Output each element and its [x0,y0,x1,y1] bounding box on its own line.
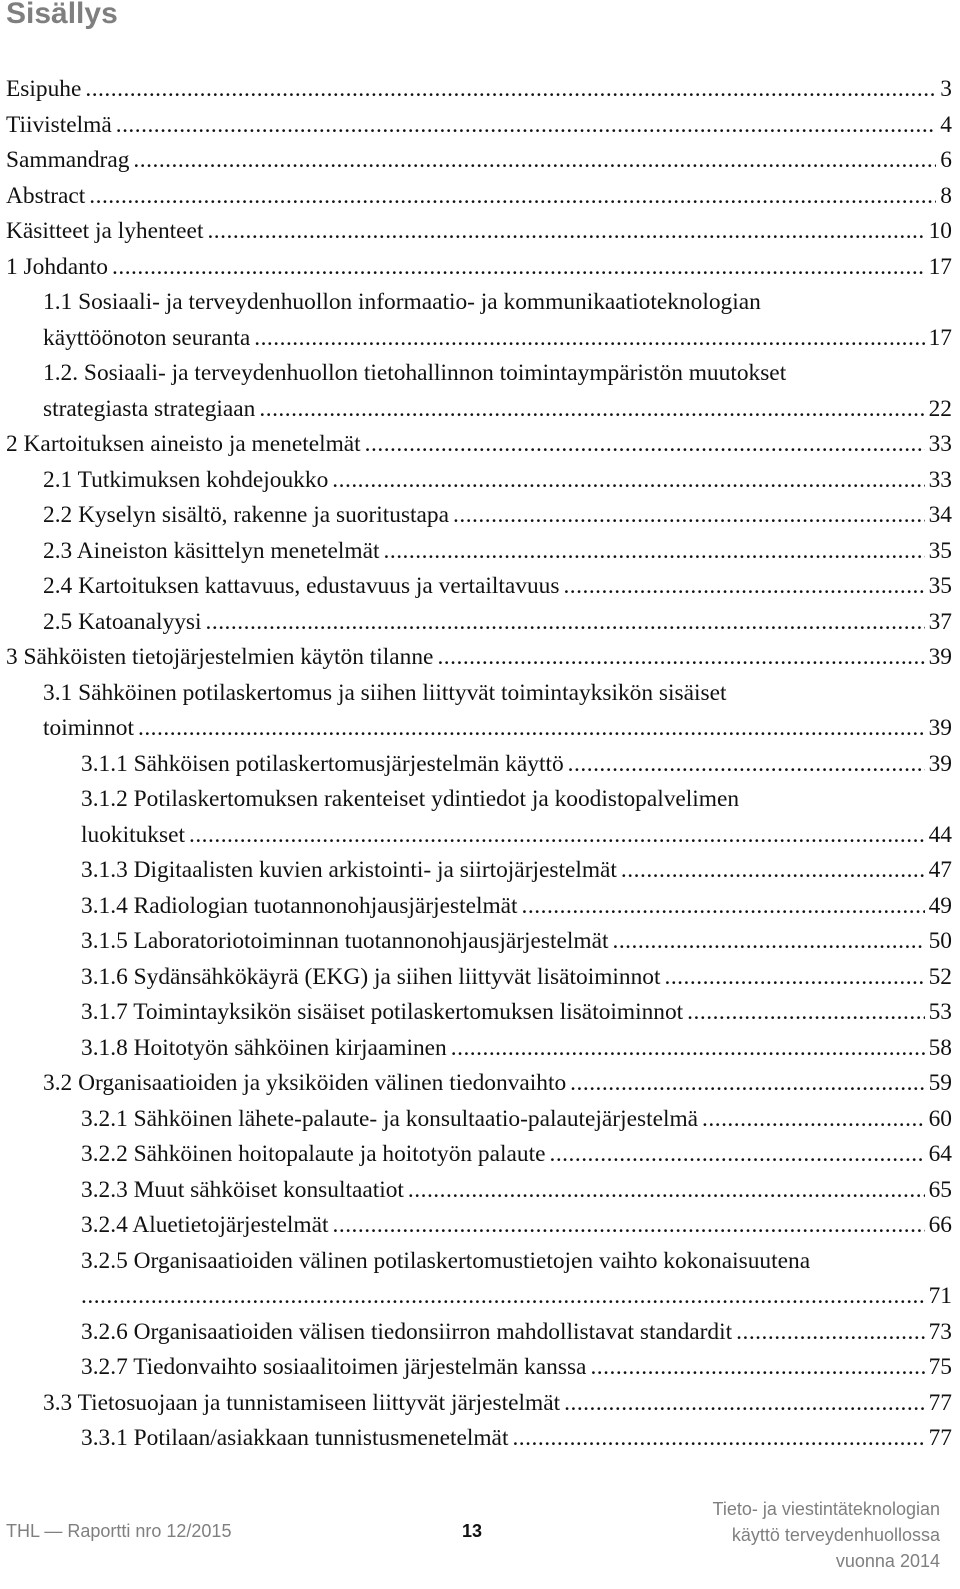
toc-page-number: 22 [928,395,952,422]
toc-page-number: 35 [928,573,952,599]
toc-page-number: 77 [928,1425,952,1451]
toc-entry[interactable] [0,782,952,853]
page-footer [0,1490,960,1589]
dot-leader [687,995,924,1031]
dot-leader [437,640,924,676]
toc-entry-title: 3.2.7 Tiedonvaihto sosiaalitoimen järjestelmän kanssa [81,1354,587,1380]
toc-page-number: 50 [928,928,952,954]
toc-entry[interactable] [0,889,952,925]
toc-entry-title: 2.2 Kyselyn sisältö, rakenne ja suoritustapa [43,502,450,528]
toc-entry[interactable] [0,356,952,427]
toc-page-number: 73 [928,1318,952,1345]
dot-leader [612,924,924,960]
footer-title-line: käyttö terveydenhuollossa [731,1525,940,1545]
toc-page-number: 35 [928,537,952,564]
toc-entry-title: 3 Sähköisten tietojärjestelmien käytön tilanne [6,644,434,670]
toc-entry[interactable] [0,72,952,108]
dot-leader [570,1066,924,1102]
toc-page-number: 44 [928,821,952,848]
toc-entry[interactable] [0,1350,952,1386]
toc-entry-title: 3.1.8 Hoitotyön sähköinen kirjaaminen [81,1034,447,1061]
toc-entry[interactable] [0,285,952,356]
dot-leader [568,747,925,783]
footer-title-line: Tieto- ja viestintäteknologian [712,1499,940,1519]
dot-leader [590,1350,924,1386]
toc-entry[interactable] [0,214,952,250]
dot-leader [116,108,937,144]
dot-leader [736,1315,924,1351]
dot-leader [333,1208,925,1244]
toc-entry[interactable] [0,534,952,570]
toc-page-number: 77 [928,1389,952,1416]
toc-page-number: 17 [928,324,952,351]
footer-report-label: THL — Raportti nro 12/2015 [6,1521,232,1541]
dot-leader [332,463,924,499]
toc-entry-title: 3.3 Tietosuojaan ja tunnistamiseen liittyvät järjestelmät [43,1389,561,1416]
toc-entry[interactable] [0,853,952,889]
toc-entry[interactable] [0,1315,952,1351]
toc-entry-title-continuation: toiminnot [43,715,134,741]
toc-entry-title: 3.2.5 Organisaatioiden välinen potilaskertomustietojen vaihto kokonaisuutena [81,1247,811,1274]
toc-page-number: 33 [928,466,952,493]
toc-page-number: 66 [928,1212,952,1238]
toc-entry[interactable] [0,1137,952,1173]
toc-entry[interactable] [0,108,952,144]
toc-entry[interactable] [0,640,952,676]
toc-entry-title: 3.1.3 Digitaalisten kuvien arkistointi- ja siirtojärjestelmät [81,857,617,883]
toc-entry[interactable] [0,1066,952,1102]
toc-entry-title: 3.1.6 Sydänsähkökäyrä (EKG) ja siihen liittyvät lisätoiminnot [81,963,661,990]
toc-entry-title: 3.2.6 Organisaatioiden välisen tiedonsiirron mahdollistavat standardit [81,1318,733,1345]
dot-leader [549,1137,924,1173]
toc-entry-title: 3.1 Sähköinen potilaskertomus ja siihen liittyvät toimintayksikön sisäiset [43,679,727,706]
dot-leader [453,498,925,534]
toc-entry-title: 3.1.4 Radiologian tuotannonohjausjärjestelmät [81,892,518,919]
dot-leader [133,143,936,179]
toc-entry-title: 3.2.2 Sähköinen hoitopalaute ja hoitotyön palaute [81,1141,546,1167]
toc-page-number: 3 [940,76,952,102]
toc-entry-title: Sammandrag [6,147,130,173]
toc-entry-title: 3.2.3 Muut sähköiset konsultaatiot [81,1176,404,1203]
toc-page-number: 34 [928,502,952,528]
dot-leader [189,818,925,854]
toc-entry[interactable] [0,924,952,960]
dot-leader [702,1102,925,1138]
toc-entry[interactable] [0,498,952,534]
toc-page-number: 6 [940,147,952,173]
toc-entry-title: Esipuhe [6,76,82,102]
toc-entry[interactable] [0,605,952,641]
dot-leader [206,605,925,641]
toc-entry-title: 2.1 Tutkimuksen kohdejoukko [43,466,329,493]
dot-leader [564,1386,924,1422]
dot-leader [408,1173,925,1209]
toc-entry-title: 1 Johdanto [6,253,109,280]
toc-entry[interactable] [0,1173,952,1209]
page-title: Sisällys [6,0,118,30]
dot-leader [384,534,925,570]
toc-page-number: 65 [928,1176,952,1203]
toc-entry-title: 2.5 Katoanalyysi [43,608,202,635]
toc-entry[interactable] [0,1244,952,1315]
toc-page-number: 64 [928,1141,952,1167]
toc-entry[interactable] [0,250,952,286]
dot-leader [207,214,924,250]
toc-entry[interactable] [0,569,952,605]
dot-leader [563,569,924,605]
toc-page-number: 17 [928,253,952,280]
toc-entry-title: 1.2. Sosiaali- ja terveydenhuollon tietohallinnon toimintaympäristön muutokset [43,360,787,386]
toc-entry[interactable] [0,960,952,996]
toc-entry-title: 3.3.1 Potilaan/asiakkaan tunnistusmenetelmät [81,1425,509,1451]
toc-entry-title: Tiivistelmä [6,111,112,138]
toc-entry-title: 1.1 Sosiaali- ja terveydenhuollon informaatio- ja kommunikaatioteknologian [43,289,761,315]
footer-publication-title [713,1496,940,1574]
toc-entry[interactable] [0,1208,952,1244]
toc-entry[interactable] [0,463,952,499]
toc-page-number: 49 [928,892,952,919]
toc-page-number: 10 [928,218,952,244]
toc-page-number: 75 [928,1354,952,1380]
dot-leader [664,960,924,996]
toc-entry-title: 3.1.7 Toimintayksikön sisäiset potilaskertomuksen lisätoiminnot [81,999,684,1025]
toc-entry-title: 3.2 Organisaatioiden ja yksiköiden välinen tiedonvaihto [43,1070,567,1096]
toc-page-number: 71 [928,1283,952,1309]
dot-leader [512,1421,924,1457]
toc-page-number: 4 [940,111,952,138]
table-of-contents [0,72,952,1457]
toc-page-number: 8 [940,182,952,209]
toc-entry[interactable] [0,1102,952,1138]
toc-page-number: 52 [928,963,952,990]
dot-leader [138,711,925,747]
toc-page-number: 39 [928,750,952,777]
footer-title-line: vuonna 2014 [835,1551,940,1571]
toc-page-number: 59 [928,1070,952,1096]
toc-page-number: 39 [928,715,952,741]
toc-entry-title: 2 Kartoituksen aineisto ja menetelmät [6,431,361,457]
toc-entry-title-continuation: strategiasta strategiaan [43,395,256,422]
dot-leader [259,392,924,428]
dot-leader [621,853,925,889]
toc-page-number: 37 [928,608,952,635]
dot-leader [365,427,925,463]
toc-entry[interactable] [0,179,952,215]
toc-page-number: 33 [928,431,952,457]
toc-entry-title: 3.2.4 Aluetietojärjestelmät [81,1212,329,1238]
toc-page-number: 53 [928,999,952,1025]
toc-entry-title: 3.1.2 Potilaskertomuksen rakenteiset ydintiedot ja koodistopalvelimen [81,786,740,812]
toc-entry[interactable] [0,427,952,463]
dot-leader [85,72,936,108]
dot-leader [81,1279,925,1315]
toc-entry-title-continuation: luokitukset [81,821,185,848]
toc-entry-title: 2.4 Kartoituksen kattavuus, edustavuus ja vertailtavuus [43,573,560,599]
toc-entry[interactable] [0,676,952,747]
toc-entry[interactable] [0,1421,952,1457]
dot-leader [254,321,924,357]
dot-leader [112,250,925,286]
toc-page-number: 58 [928,1034,952,1061]
toc-entry-title: 2.3 Aineiston käsittelyn menetelmät [43,537,380,564]
dot-leader [451,1031,925,1067]
toc-page-number: 60 [928,1105,952,1132]
toc-page-number: 39 [928,644,952,670]
toc-entry-title-continuation: käyttöönoton seuranta [43,324,251,351]
toc-entry-title: Abstract [6,182,86,209]
toc-entry-title: Käsitteet ja lyhenteet [6,218,204,244]
toc-entry[interactable] [0,1031,952,1067]
toc-page-number: 47 [928,857,952,883]
toc-entry-title: 3.1.5 Laboratoriotoiminnan tuotannonohjausjärjestelmät [81,928,609,954]
toc-entry[interactable] [0,995,952,1031]
footer-page-number: 13 [462,1521,483,1541]
toc-entry-title: 3.1.1 Sähköisen potilaskertomusjärjestelmän käyttö [81,750,564,777]
toc-entry[interactable] [0,143,952,179]
dot-leader [89,179,936,215]
toc-entry[interactable] [0,747,952,783]
toc-entry[interactable] [0,1386,952,1422]
toc-entry-title: 3.2.1 Sähköinen lähete-palaute- ja konsultaatio-palautejärjestelmä [81,1105,699,1132]
dot-leader [522,889,925,925]
